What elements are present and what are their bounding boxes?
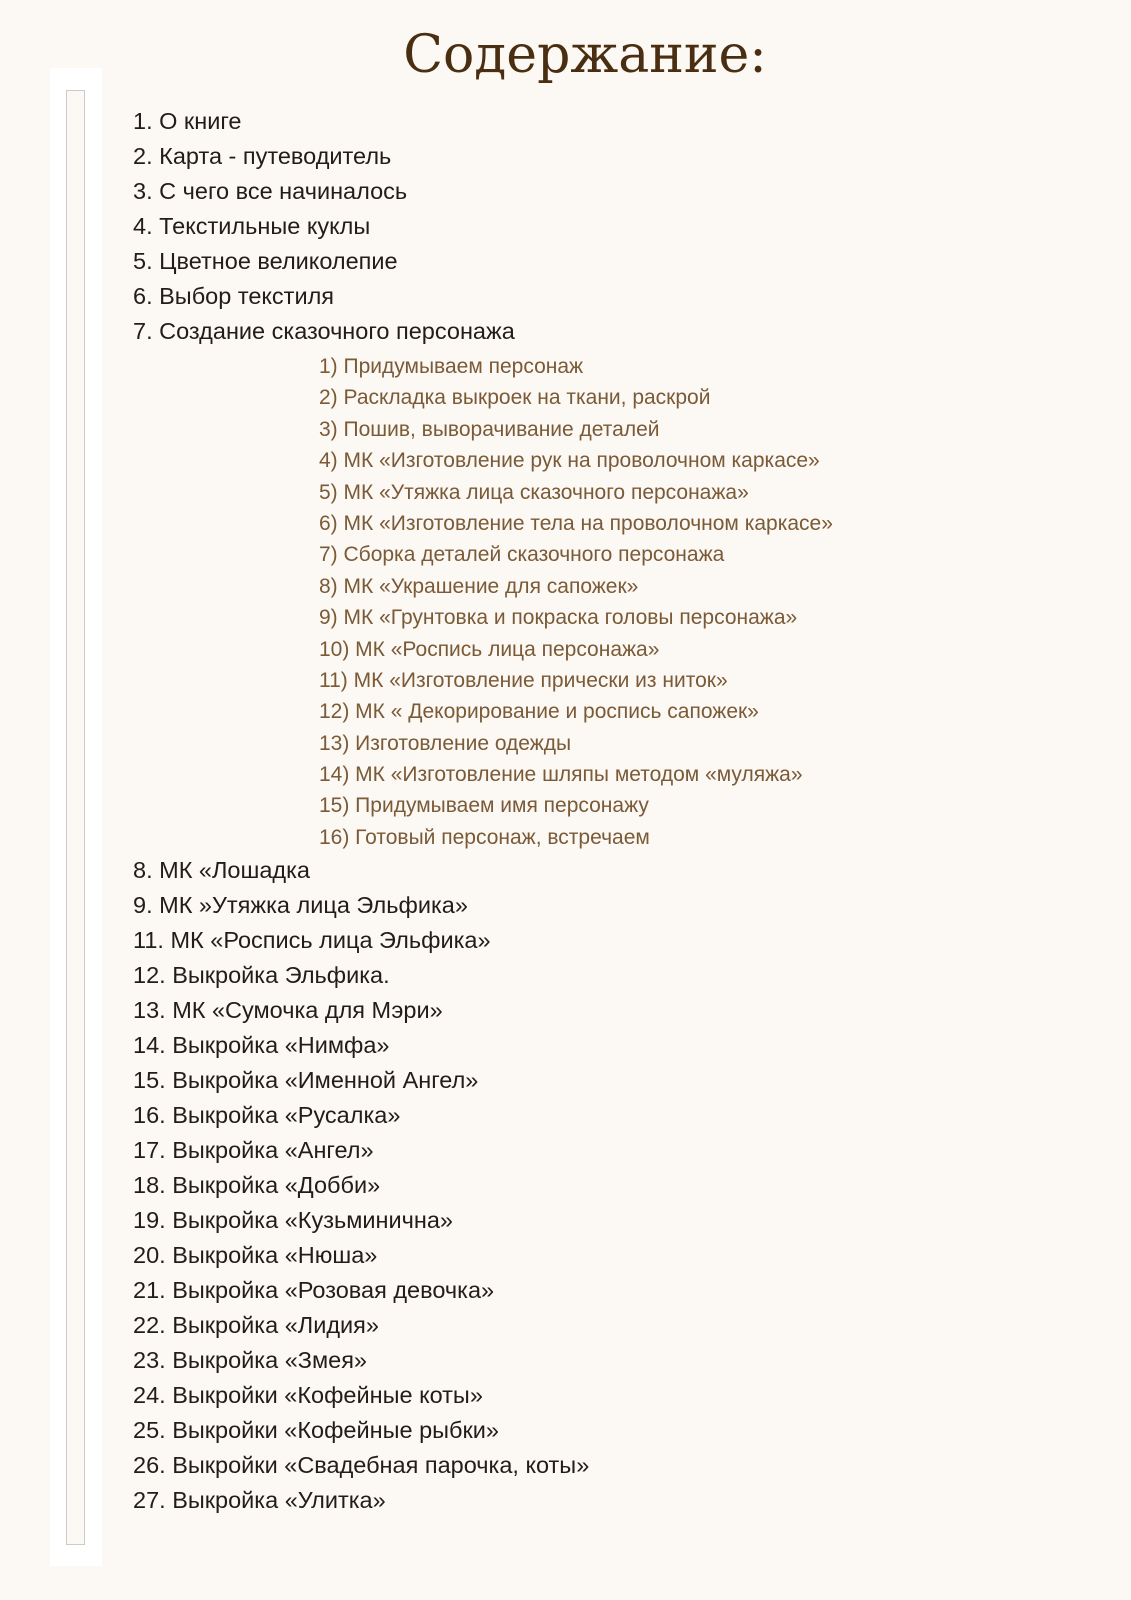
toc-subitem-3[interactable]: 3) Пошив, выворачивание деталей	[319, 417, 660, 441]
toc-item-19[interactable]: 19. Выкройка «Кузьминична»	[133, 1207, 453, 1234]
toc-subitem-5[interactable]: 5) МК «Утяжка лица сказочного персонажа»	[319, 480, 749, 504]
side-decorative-bar	[66, 90, 85, 1545]
toc-item-26[interactable]: 26. Выкройки «Свадебная парочка, коты»	[133, 1452, 590, 1479]
toc-item-9[interactable]: 9. МК »Утяжка лица Эльфика»	[133, 892, 468, 919]
toc-subitem-15[interactable]: 15) Придумываем имя персонажу	[319, 794, 649, 818]
toc-item-3[interactable]: 3. С чего все начиналось	[133, 178, 408, 204]
toc-item-27[interactable]: 27. Выкройка «Улитка»	[133, 1487, 386, 1514]
toc-subitem-13[interactable]: 13) Изготовление одежды	[319, 731, 572, 755]
toc-subitem-14[interactable]: 14) МК «Изготовление шляпы методом «муляжа»	[319, 763, 803, 787]
toc-subitem-11[interactable]: 11) МК «Изготовление прически из ниток»	[319, 668, 728, 692]
toc-subitem-2[interactable]: 2) Раскладка выкроек на ткани, раскрой	[319, 386, 711, 410]
toc-item-6[interactable]: 6. Выбор текстиля	[133, 283, 335, 309]
toc-subitem-7[interactable]: 7) Сборка деталей сказочного персонажа	[319, 543, 725, 567]
toc-item-16[interactable]: 16. Выкройка «Русалка»	[133, 1102, 401, 1129]
toc-subitem-12[interactable]: 12) МК « Декорирование и роспись сапожек»	[319, 700, 759, 724]
toc-subitem-1[interactable]: 1) Придумываем персонаж	[319, 355, 584, 378]
toc-item-18[interactable]: 18. Выкройка «Добби»	[133, 1172, 381, 1199]
toc-item-1[interactable]: 1. О книге	[133, 108, 242, 134]
toc-subsection	[133, 349, 1033, 853]
page-title: Содержание:	[403, 25, 767, 85]
toc-item-5[interactable]: 5. Цветное великолепие	[133, 248, 398, 274]
toc-item-13[interactable]: 13. МК «Сумочка для Мэри»	[133, 997, 443, 1024]
toc-item-23[interactable]: 23. Выкройка «Змея»	[133, 1347, 367, 1374]
toc-subitem-6[interactable]: 6) МК «Изготовление тела на проволочном каркасе»	[319, 511, 833, 535]
toc-subitem-10[interactable]: 10) МК «Роспись лица персонажа»	[319, 637, 660, 661]
toc-subitem-8[interactable]: 8) МК «Украшение для сапожек»	[319, 574, 639, 598]
subsection-list	[133, 349, 1033, 853]
toc-item-17[interactable]: 17. Выкройка «Ангел»	[133, 1137, 374, 1164]
toc-item-7[interactable]: 7. Создание сказочного персонажа	[133, 318, 515, 344]
toc-item-11[interactable]: 11. МК «Роспись лица Эльфика»	[133, 927, 491, 954]
toc-item-22[interactable]: 22. Выкройка «Лидия»	[133, 1312, 379, 1339]
toc-item-14[interactable]: 14. Выкройка «Нимфа»	[133, 1032, 390, 1059]
toc-item-20[interactable]: 20. Выкройка «Нюша»	[133, 1242, 378, 1269]
toc-item-25[interactable]: 25. Выкройки «Кофейные рыбки»	[133, 1417, 499, 1444]
toc-subitem-9[interactable]: 9) МК «Грунтовка и покраска головы персонажа»	[319, 606, 798, 630]
toc-item-8[interactable]: 8. МК «Лошадка	[133, 857, 310, 884]
table-of-contents	[133, 104, 1033, 1518]
toc-item-4[interactable]: 4. Текстильные куклы	[133, 213, 371, 239]
toc-subitem-4[interactable]: 4) МК «Изготовление рук на проволочном каркасе»	[319, 449, 820, 473]
toc-item-24[interactable]: 24. Выкройки «Кофейные коты»	[133, 1382, 483, 1409]
toc-item-12[interactable]: 12. Выкройка Эльфика.	[133, 962, 390, 989]
toc-subitem-16[interactable]: 16) Готовый персонаж, встречаем	[319, 825, 650, 849]
toc-item-21[interactable]: 21. Выкройка «Розовая девочка»	[133, 1277, 495, 1304]
toc-item-15[interactable]: 15. Выкройка «Именной Ангел»	[133, 1067, 479, 1094]
toc-item-2[interactable]: 2. Карта - путеводитель	[133, 143, 392, 169]
